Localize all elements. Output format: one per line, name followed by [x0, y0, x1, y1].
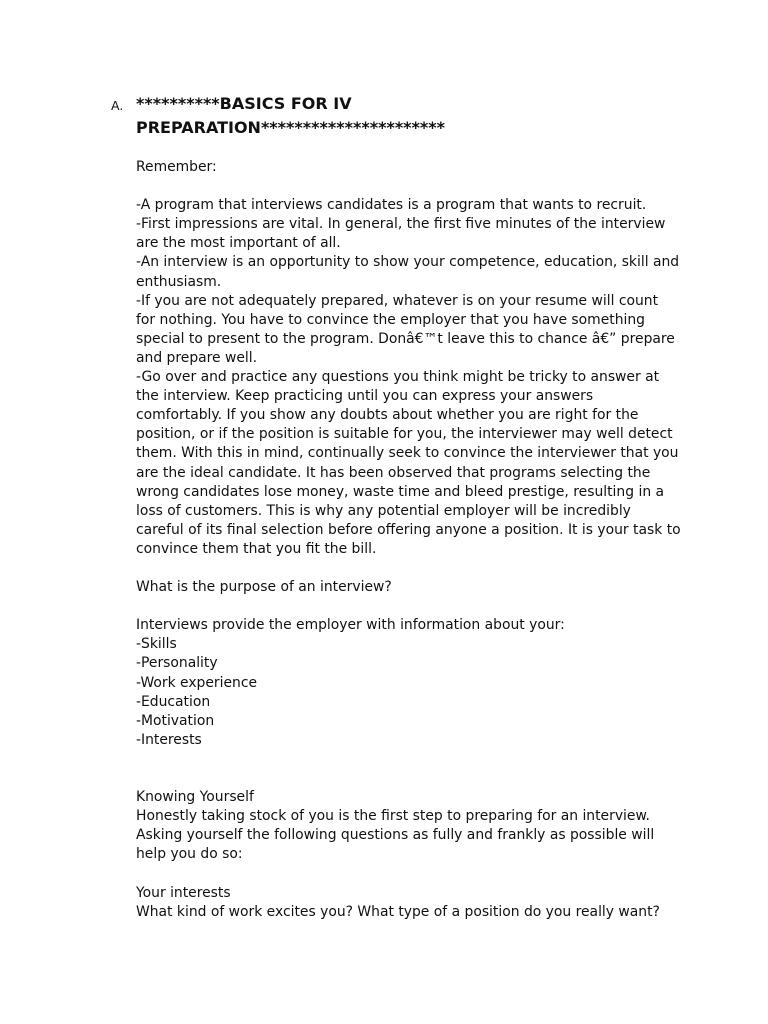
text-line: the interview. Keep practicing until you can express your answers: [136, 388, 594, 405]
text-line: loss of customers. This is why any potential employer will be incredibly: [136, 502, 631, 519]
text-line: Your interests: [136, 884, 231, 901]
document-body: [136, 158, 736, 922]
list-marker: A.: [111, 98, 124, 113]
heading-line: **********BASICS FOR IV: [136, 94, 352, 113]
text-line: and prepare well.: [136, 349, 258, 366]
text-line: special to present to the program. Donâ€™t leave this to chance â€” prepare: [136, 330, 675, 347]
text-line: them. With this in mind, continually seek to convince the interviewer that you: [136, 445, 679, 462]
text-line: help you do so:: [136, 846, 243, 863]
text-line: -Skills: [136, 636, 177, 653]
section-heading: [136, 92, 696, 140]
blank-line: [136, 864, 736, 883]
text-line: enthusiasm.: [136, 273, 222, 290]
text-line: Asking yourself the following questions as fully and frankly as possible will: [136, 827, 655, 844]
text-line: wrong candidates lose money, waste time and bleed prestige, resulting in a: [136, 483, 665, 500]
blank-line: [136, 177, 736, 196]
text-line: -Personality: [136, 655, 218, 672]
heading-line: PREPARATION**********************: [136, 118, 446, 137]
text-line: -Interests: [136, 731, 202, 748]
text-line: careful of its final selection before offering anyone a position. It is your task to: [136, 521, 681, 538]
text-line: -An interview is an opportunity to show your competence, education, skill and: [136, 254, 680, 271]
text-line: comfortably. If you show any doubts about whether you are right for the: [136, 407, 639, 424]
text-line: position, or if the position is suitable for you, the interviewer may well detect: [136, 426, 673, 443]
text-line: for nothing. You have to convince the employer that you have something: [136, 311, 645, 328]
text-line: -First impressions are vital. In general, the first five minutes of the interview: [136, 216, 666, 233]
blank-line: [136, 597, 736, 616]
text-line: -Education: [136, 693, 211, 710]
text-line: -Motivation: [136, 712, 215, 729]
blank-line: [136, 559, 736, 578]
text-line: -Go over and practice any questions you think might be tricky to answer at: [136, 369, 660, 386]
text-line: Remember:: [136, 159, 217, 175]
text-line: -If you are not adequately prepared, whatever is on your resume will count: [136, 292, 659, 309]
text-line: Interviews provide the employer with information about your:: [136, 617, 565, 634]
text-line: convince them that you fit the bill.: [136, 540, 377, 557]
text-line: Knowing Yourself: [136, 789, 254, 806]
text-line: are the most important of all.: [136, 235, 341, 252]
text-line: What is the purpose of an interview?: [136, 579, 392, 596]
text-line: Honestly taking stock of you is the first step to preparing for an interview.: [136, 808, 650, 825]
blank-line: [136, 769, 736, 788]
text-line: -Work experience: [136, 674, 258, 691]
text-line: -A program that interviews candidates is a program that wants to recruit.: [136, 197, 647, 214]
blank-line: [136, 750, 736, 769]
text-line: are the ideal candidate. It has been observed that programs selecting the: [136, 464, 651, 481]
text-line: What kind of work excites you? What type of a position do you really want?: [136, 903, 660, 920]
